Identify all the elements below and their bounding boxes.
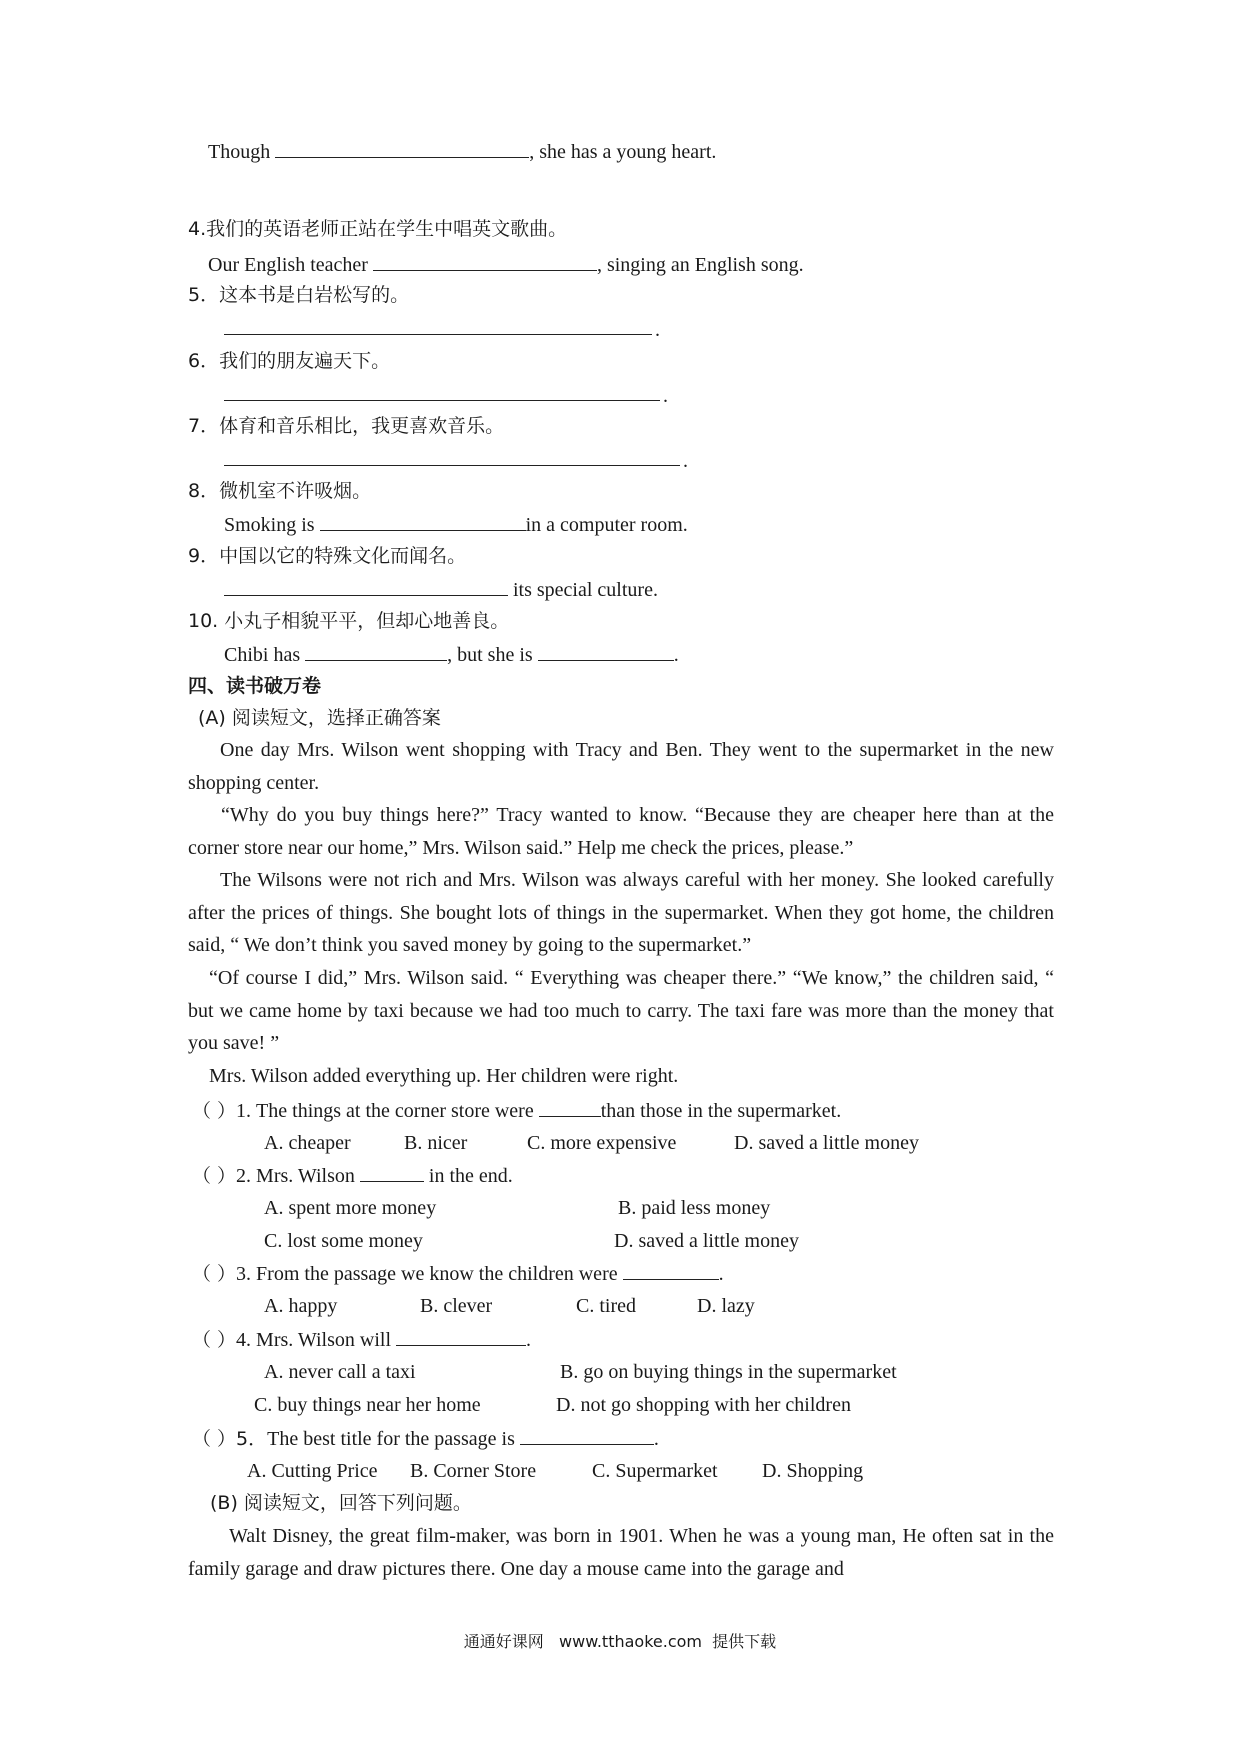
- q5-bracket[interactable]: （ ）5．: [192, 1428, 268, 1450]
- item8-chinese: 8．微机室不许吸烟。: [188, 480, 372, 502]
- partA-title: (A) 阅读短文，选择正确答案: [198, 707, 441, 729]
- q2-option-d[interactable]: D. saved a little money: [614, 1230, 799, 1252]
- passageA-paragraph-2: “Why do you buy things here?” Tracy wanted to know. “Because they are cheaper here than at the corner store near our home,” Mrs. Wilson said.” Help me check the prices, please.”: [188, 804, 1054, 859]
- passageA-paragraph-5: Mrs. Wilson added everything up. Her children were right.: [209, 1065, 679, 1087]
- item3-line: [208, 139, 716, 164]
- q2-stem-b: in the end.: [423, 1165, 513, 1187]
- q4-stem-b: .: [526, 1329, 531, 1351]
- q1-option-c[interactable]: C. more expensive: [527, 1132, 677, 1154]
- q4-line: [192, 1327, 531, 1352]
- q2-stem-a: 2. Mrs. Wilson: [236, 1165, 360, 1187]
- q5-option-d[interactable]: D. Shopping: [762, 1460, 864, 1482]
- q2-option-b[interactable]: B. paid less money: [618, 1197, 771, 1219]
- item10-mid: , but she is: [447, 644, 538, 666]
- item6-chinese: 6．我们的朋友遍天下。: [188, 350, 391, 372]
- q5-blank: [520, 1426, 654, 1445]
- q3-bracket[interactable]: （ ）: [192, 1263, 237, 1285]
- item7-chinese: 7．体育和音乐相比，我更喜欢音乐。: [188, 415, 505, 437]
- q3-option-a[interactable]: A. happy: [264, 1295, 338, 1317]
- footer-watermark: 通通好课网 www.tthaoke.com 提供下载: [463, 1632, 777, 1651]
- item10-line: [224, 642, 679, 667]
- q4-bracket[interactable]: （ ）: [192, 1329, 237, 1351]
- item8-line: [224, 512, 688, 537]
- item5-period: .: [655, 319, 660, 341]
- q2-option-a[interactable]: A. spent more money: [264, 1197, 437, 1219]
- q3-stem-b: .: [718, 1263, 724, 1285]
- item3-after: , she has a young heart.: [529, 141, 717, 163]
- q1-stem-b: than those in the supermarket.: [600, 1100, 842, 1122]
- section4-heading: 四、读书破万卷: [188, 675, 322, 697]
- q4-option-d[interactable]: D. not go shopping with her children: [556, 1394, 851, 1416]
- item4-after: , singing an English song.: [596, 254, 804, 276]
- q3-blank: [623, 1261, 719, 1280]
- item8-blank[interactable]: [320, 512, 526, 531]
- passageB-paragraph: Walt Disney, the great film-maker, was born in 1901. When he was a young man, He often sat in the family garage and draw pictures there. One day a mouse came into the garage and: [188, 1525, 1054, 1580]
- q2-blank: [360, 1163, 424, 1182]
- item3-blank[interactable]: [275, 139, 529, 158]
- q4-stem-a: 4. Mrs. Wilson will: [236, 1329, 396, 1351]
- item4-blank[interactable]: [373, 252, 597, 271]
- item3-before: Though: [208, 141, 276, 163]
- item9-line: [224, 577, 658, 602]
- item4-before: Our English teacher: [208, 254, 373, 276]
- q4-blank: [396, 1327, 526, 1346]
- passageA-paragraph-1: One day Mrs. Wilson went shopping with Tracy and Ben. They went to the supermarket in the new shopping center.: [188, 739, 1054, 794]
- q1-stem-a: 1. The things at the corner store were: [236, 1100, 539, 1122]
- item9-after: its special culture.: [508, 579, 658, 601]
- item5-chinese: 5．这本书是白岩松写的。: [188, 284, 410, 306]
- q5-line: [192, 1426, 659, 1451]
- item5-answer-line[interactable]: [224, 334, 652, 335]
- item9-chinese: 9．中国以它的特殊文化而闻名。: [188, 545, 467, 567]
- q5-stem-a: The best title for the passage is: [267, 1428, 520, 1450]
- q1-line: [192, 1098, 841, 1123]
- q5-option-c[interactable]: C. Supermarket: [592, 1460, 718, 1482]
- item8-after: in a computer room.: [525, 514, 688, 536]
- q4-option-b[interactable]: B. go on buying things in the supermarket: [560, 1361, 897, 1383]
- q4-option-a[interactable]: A. never call a taxi: [264, 1361, 416, 1383]
- q3-option-b[interactable]: B. clever: [420, 1295, 493, 1317]
- q4-option-c[interactable]: C. buy things near her home: [254, 1394, 481, 1416]
- passageA-paragraph-4: “Of course I did,” Mrs. Wilson said. “ Everything was cheaper there.” “We know,” the children said, “ but we came home by taxi because we had too much to carry. The taxi fare was more than the money that you save! ”: [188, 967, 1054, 1054]
- q2-line: [192, 1163, 513, 1188]
- item6-answer-line[interactable]: [224, 400, 660, 401]
- q3-line: [192, 1261, 724, 1286]
- item10-blank-1[interactable]: [305, 642, 447, 661]
- passageA-paragraph-3: The Wilsons were not rich and Mrs. Wilson was always careful with her money. She looked carefully after the prices of things. She bought lots of things in the supermarket. When they got home, the children said, “ We don’t think you saved money by going to the supermarket.”: [188, 869, 1054, 956]
- item4-chinese: 4.我们的英语老师正站在学生中唱英文歌曲。: [188, 218, 568, 240]
- item10-blank-2[interactable]: [538, 642, 674, 661]
- q2-option-c[interactable]: C. lost some money: [264, 1230, 423, 1252]
- partB-title: (B) 阅读短文，回答下列问题。: [210, 1492, 472, 1514]
- q1-blank: [539, 1098, 601, 1117]
- q5-option-a[interactable]: A. Cutting Price: [247, 1460, 378, 1482]
- q1-option-a[interactable]: A. cheaper: [264, 1132, 351, 1154]
- q3-option-d[interactable]: D. lazy: [697, 1295, 755, 1317]
- item6-period: .: [663, 385, 668, 407]
- q5-option-b[interactable]: B. Corner Store: [410, 1460, 537, 1482]
- q3-option-c[interactable]: C. tired: [576, 1295, 636, 1317]
- q3-stem-a: 3. From the passage we know the children were: [236, 1263, 623, 1285]
- item9-blank[interactable]: [224, 577, 508, 596]
- q1-option-d[interactable]: D. saved a little money: [734, 1132, 919, 1154]
- item10-before: Chibi has: [224, 644, 306, 666]
- item7-period: .: [683, 450, 688, 472]
- q1-option-b[interactable]: B. nicer: [404, 1132, 468, 1154]
- item10-period: .: [673, 644, 679, 666]
- item7-answer-line[interactable]: [224, 465, 680, 466]
- q2-bracket[interactable]: （ ）: [192, 1165, 237, 1187]
- item4-line: [208, 252, 804, 277]
- item8-before: Smoking is: [224, 514, 320, 536]
- q5-stem-b: .: [653, 1428, 659, 1450]
- q1-bracket[interactable]: （ ）: [192, 1100, 237, 1122]
- item10-chinese: 10. 小丸子相貌平平，但却心地善良。: [188, 610, 510, 632]
